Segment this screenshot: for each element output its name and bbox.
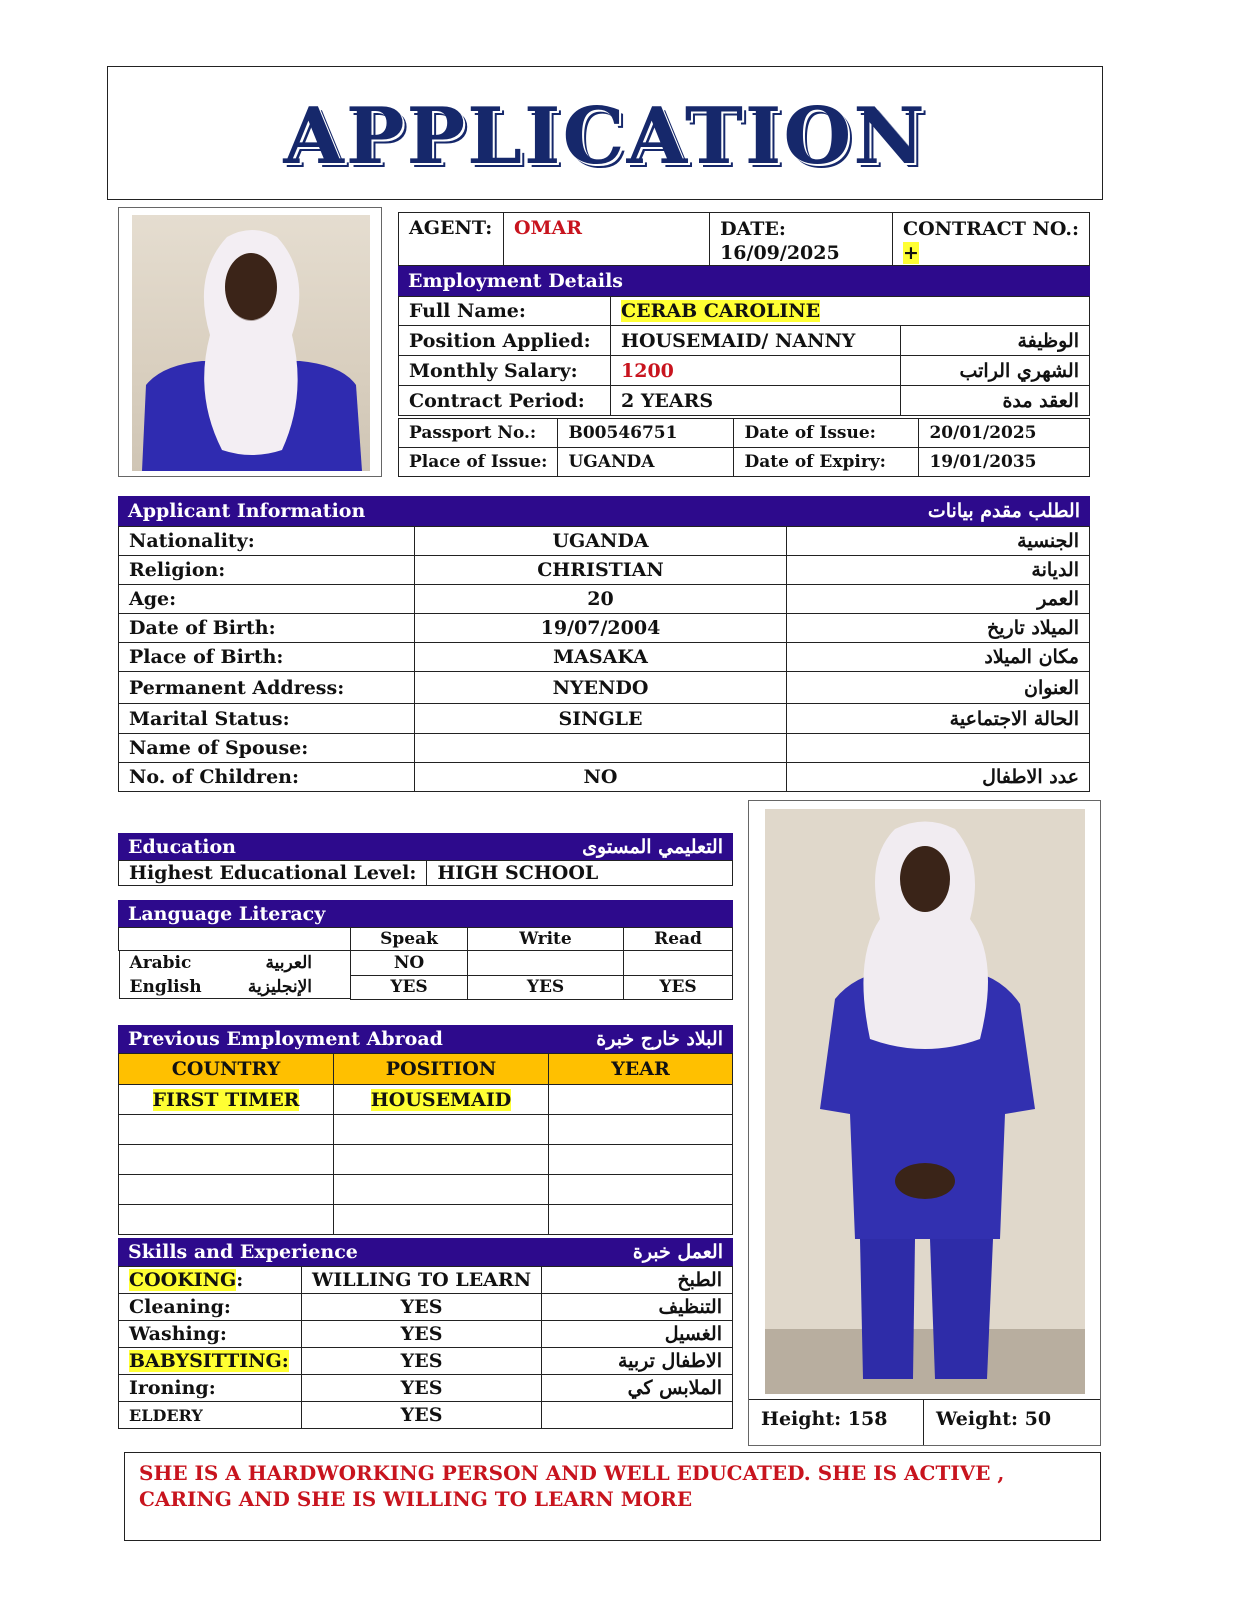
passport-row-2: [399, 448, 1090, 477]
expiry-date-label: Date of Expiry:: [734, 448, 919, 477]
applicant-field-label: Name of Spouse:: [119, 734, 415, 763]
date-label: DATE:: [720, 218, 786, 240]
skill-value: YES: [302, 1294, 542, 1321]
applicant-header: [118, 496, 1090, 526]
applicant-field-label: Age:: [119, 585, 415, 614]
applicant-field-label: Marital Status:: [119, 704, 415, 734]
previous-employment-row: [119, 1115, 733, 1145]
skill-value: YES: [302, 1402, 542, 1429]
country-column-header: COUNTRY: [119, 1054, 334, 1085]
skill-arabic: التنظيف: [542, 1294, 733, 1321]
skill-arabic: [542, 1402, 733, 1429]
skill-arabic: الاطفال تربية: [542, 1348, 733, 1375]
applicant-field-arabic: العمر: [787, 585, 1090, 614]
applicant-field-value: 19/07/2004: [415, 614, 787, 643]
skills-header: [118, 1238, 733, 1266]
place-of-issue-label: Place of Issue:: [399, 448, 558, 477]
applicant-field-label: Permanent Address:: [119, 672, 415, 704]
write-column-header: Write: [468, 928, 624, 951]
passport-no-label: Passport No.:: [399, 419, 558, 448]
applicant-row: [119, 556, 1090, 585]
salary-label: Monthly Salary:: [399, 356, 611, 386]
skill-label: COOKING: [129, 1269, 237, 1291]
previous-year: [549, 1115, 733, 1145]
contract-value: +: [902, 242, 919, 264]
applicant-field-label: No. of Children:: [119, 763, 415, 792]
measurements-row: [749, 1399, 1100, 1445]
skill-value: YES: [302, 1375, 542, 1402]
skill-value: WILLING TO LEARN: [302, 1267, 542, 1294]
applicant-field-label: Nationality:: [119, 527, 415, 556]
salary-arabic: الشهري الراتب: [901, 356, 1090, 386]
skill-label: Ironing:: [129, 1377, 216, 1399]
skills-row: [119, 1402, 733, 1429]
employment-row-full-name: [399, 297, 1090, 326]
passport-no-value: B00546751: [558, 419, 734, 448]
language-arabic: الإنجليزية: [247, 976, 312, 997]
skills-row: [119, 1321, 733, 1348]
contract-period-label: Contract Period:: [399, 386, 611, 416]
applicant-field-arabic: الديانة: [787, 556, 1090, 585]
expiry-date-value: 19/01/2035: [919, 448, 1090, 477]
height-value: Height: 158: [749, 1400, 924, 1445]
skill-label: BABYSITTING:: [129, 1350, 289, 1372]
full-body-photo-frame: [748, 800, 1101, 1446]
agent-value: OMAR: [503, 213, 709, 266]
previous-country: FIRST TIMER: [152, 1088, 300, 1111]
applicant-field-value: SINGLE: [415, 704, 787, 734]
employment-row-contract: [399, 386, 1090, 416]
passport-row-1: [399, 419, 1090, 448]
previous-employment-header: [118, 1025, 733, 1053]
weight-value: Weight: 50: [936, 1408, 1052, 1430]
applicant-field-arabic: الميلاد تاريخ: [787, 614, 1090, 643]
previous-year: [549, 1175, 733, 1205]
language-speak: YES: [351, 975, 468, 999]
year-column-header: YEAR: [549, 1054, 733, 1085]
applicant-field-value: MASAKA: [415, 643, 787, 672]
read-column-header: Read: [624, 928, 733, 951]
position-arabic: الوظيفة: [901, 326, 1090, 356]
previous-employment-row: [119, 1175, 733, 1205]
portrait-photo-frame: [118, 207, 382, 477]
applicant-field-arabic: الحالة الاجتماعية: [787, 704, 1090, 734]
skill-label: Washing:: [129, 1323, 227, 1345]
education-level-label: Highest Educational Level:: [119, 861, 427, 886]
language-name: English: [129, 976, 202, 997]
applicant-row: [119, 527, 1090, 556]
full-body-photo: [765, 809, 1085, 1394]
skill-value: YES: [302, 1321, 542, 1348]
applicant-table: [118, 526, 1090, 792]
language-header-row: [119, 928, 733, 951]
position-value: HOUSEMAID/ NANNY: [611, 326, 901, 356]
contract-period-value: 2 YEARS: [611, 386, 901, 416]
skill-label: Cleaning:: [129, 1296, 231, 1318]
position-column-header: POSITION: [334, 1054, 549, 1085]
employment-header-label: Employment Details: [408, 270, 623, 292]
skills-header-label: Skills and Experience: [128, 1241, 358, 1263]
applicant-field-value: UGANDA: [415, 527, 787, 556]
full-name-value: CERAB CAROLINE: [621, 300, 821, 322]
applicant-field-arabic: العنوان: [787, 672, 1090, 704]
speak-column-header: Speak: [351, 928, 468, 951]
previous-year: [549, 1205, 733, 1235]
issue-date-value: 20/01/2025: [919, 419, 1090, 448]
skill-arabic: الملابس كي: [542, 1375, 733, 1402]
applicant-field-value: NYENDO: [415, 672, 787, 704]
skills-table: [118, 1266, 733, 1429]
employment-header: [398, 266, 1090, 296]
applicant-field-value: CHRISTIAN: [415, 556, 787, 585]
skills-row: [119, 1348, 733, 1375]
skill-value: YES: [302, 1348, 542, 1375]
applicant-header-arabic: الطلب مقدم بيانات: [927, 500, 1080, 522]
remarks-text: SHE IS A HARDWORKING PERSON AND WELL EDUCATED. SHE IS ACTIVE , CARING AND SHE IS WILLING TO LEARN MORE: [139, 1461, 1005, 1511]
passport-table: [398, 418, 1090, 477]
contract-period-arabic: العقد مدة: [901, 386, 1090, 416]
applicant-field-label: Place of Birth:: [119, 643, 415, 672]
skills-header-arabic: العمل خبرة: [632, 1241, 723, 1263]
date-value: 16/09/2025: [720, 242, 840, 264]
skill-arabic: الغسيل: [542, 1321, 733, 1348]
previous-employment-row: [119, 1145, 733, 1175]
applicant-field-value: 20: [415, 585, 787, 614]
contract-label: CONTRACT NO.:: [902, 218, 1079, 240]
applicant-row: [119, 643, 1090, 672]
language-name: Arabic: [129, 953, 192, 973]
full-name-label: Full Name:: [399, 297, 611, 326]
applicant-row: [119, 704, 1090, 734]
language-write: YES: [468, 975, 624, 999]
previous-employment-row: [119, 1085, 733, 1115]
skill-arabic: الطبخ: [542, 1267, 733, 1294]
salary-value: 1200: [611, 356, 901, 386]
place-of-issue-value: UGANDA: [558, 448, 734, 477]
applicant-field-arabic: الجنسية: [787, 527, 1090, 556]
previous-employment-header-arabic: البلاد خارج خبرة: [596, 1028, 723, 1050]
previous-employment-table: [118, 1053, 733, 1235]
applicant-row: [119, 614, 1090, 643]
applicant-row: [119, 672, 1090, 704]
date-cell: [710, 213, 893, 266]
skills-row: [119, 1267, 733, 1294]
language-row-english: [119, 975, 733, 999]
applicant-field-label: Religion:: [119, 556, 415, 585]
applicant-field-label: Date of Birth:: [119, 614, 415, 643]
education-header-label: Education: [128, 835, 236, 858]
position-label: Position Applied:: [399, 326, 611, 356]
previous-header-row: [119, 1054, 733, 1085]
page-title: APPLICATION: [283, 91, 927, 182]
top-info-table: [398, 212, 1090, 266]
previous-employment-row: [119, 1205, 733, 1235]
applicant-row: [119, 734, 1090, 763]
applicant-header-label: Applicant Information: [128, 500, 366, 522]
applicant-row: [119, 585, 1090, 614]
portrait-photo: [132, 215, 370, 471]
title-box: [107, 66, 1103, 200]
education-level-value: HIGH SCHOOL: [427, 861, 733, 886]
skills-row: [119, 1294, 733, 1321]
language-header: [118, 900, 733, 927]
previous-position: HOUSEMAID: [370, 1088, 512, 1111]
language-read: [624, 951, 733, 976]
applicant-field-arabic: مكان الميلاد: [787, 643, 1090, 672]
previous-employment-header-label: Previous Employment Abroad: [128, 1028, 443, 1050]
applicant-field-value: NO: [415, 763, 787, 792]
education-table: [118, 860, 733, 886]
employment-row-position: [399, 326, 1090, 356]
employment-table: [398, 296, 1090, 416]
language-speak: NO: [351, 951, 468, 976]
language-write: [468, 951, 624, 976]
applicant-field-value: [415, 734, 787, 763]
previous-year: [549, 1085, 733, 1115]
language-table: [118, 927, 733, 1000]
agent-label: AGENT:: [399, 213, 504, 266]
employment-row-salary: [399, 356, 1090, 386]
contract-cell: [892, 213, 1089, 266]
applicant-field-arabic: [787, 734, 1090, 763]
education-header: [118, 833, 733, 860]
language-header-label: Language Literacy: [128, 902, 326, 925]
language-arabic: العربية: [265, 953, 312, 973]
language-read: YES: [624, 975, 733, 999]
previous-year: [549, 1145, 733, 1175]
remarks-box: [124, 1452, 1101, 1541]
applicant-row: [119, 763, 1090, 792]
language-row-arabic: [119, 951, 733, 976]
applicant-field-arabic: عدد الاطفال: [787, 763, 1090, 792]
skills-row: [119, 1375, 733, 1402]
issue-date-label: Date of Issue:: [734, 419, 919, 448]
skill-label-suffix: :: [236, 1269, 244, 1291]
skill-label: ELDERY: [129, 1406, 203, 1425]
education-header-arabic: التعليمي المستوى: [582, 835, 723, 858]
